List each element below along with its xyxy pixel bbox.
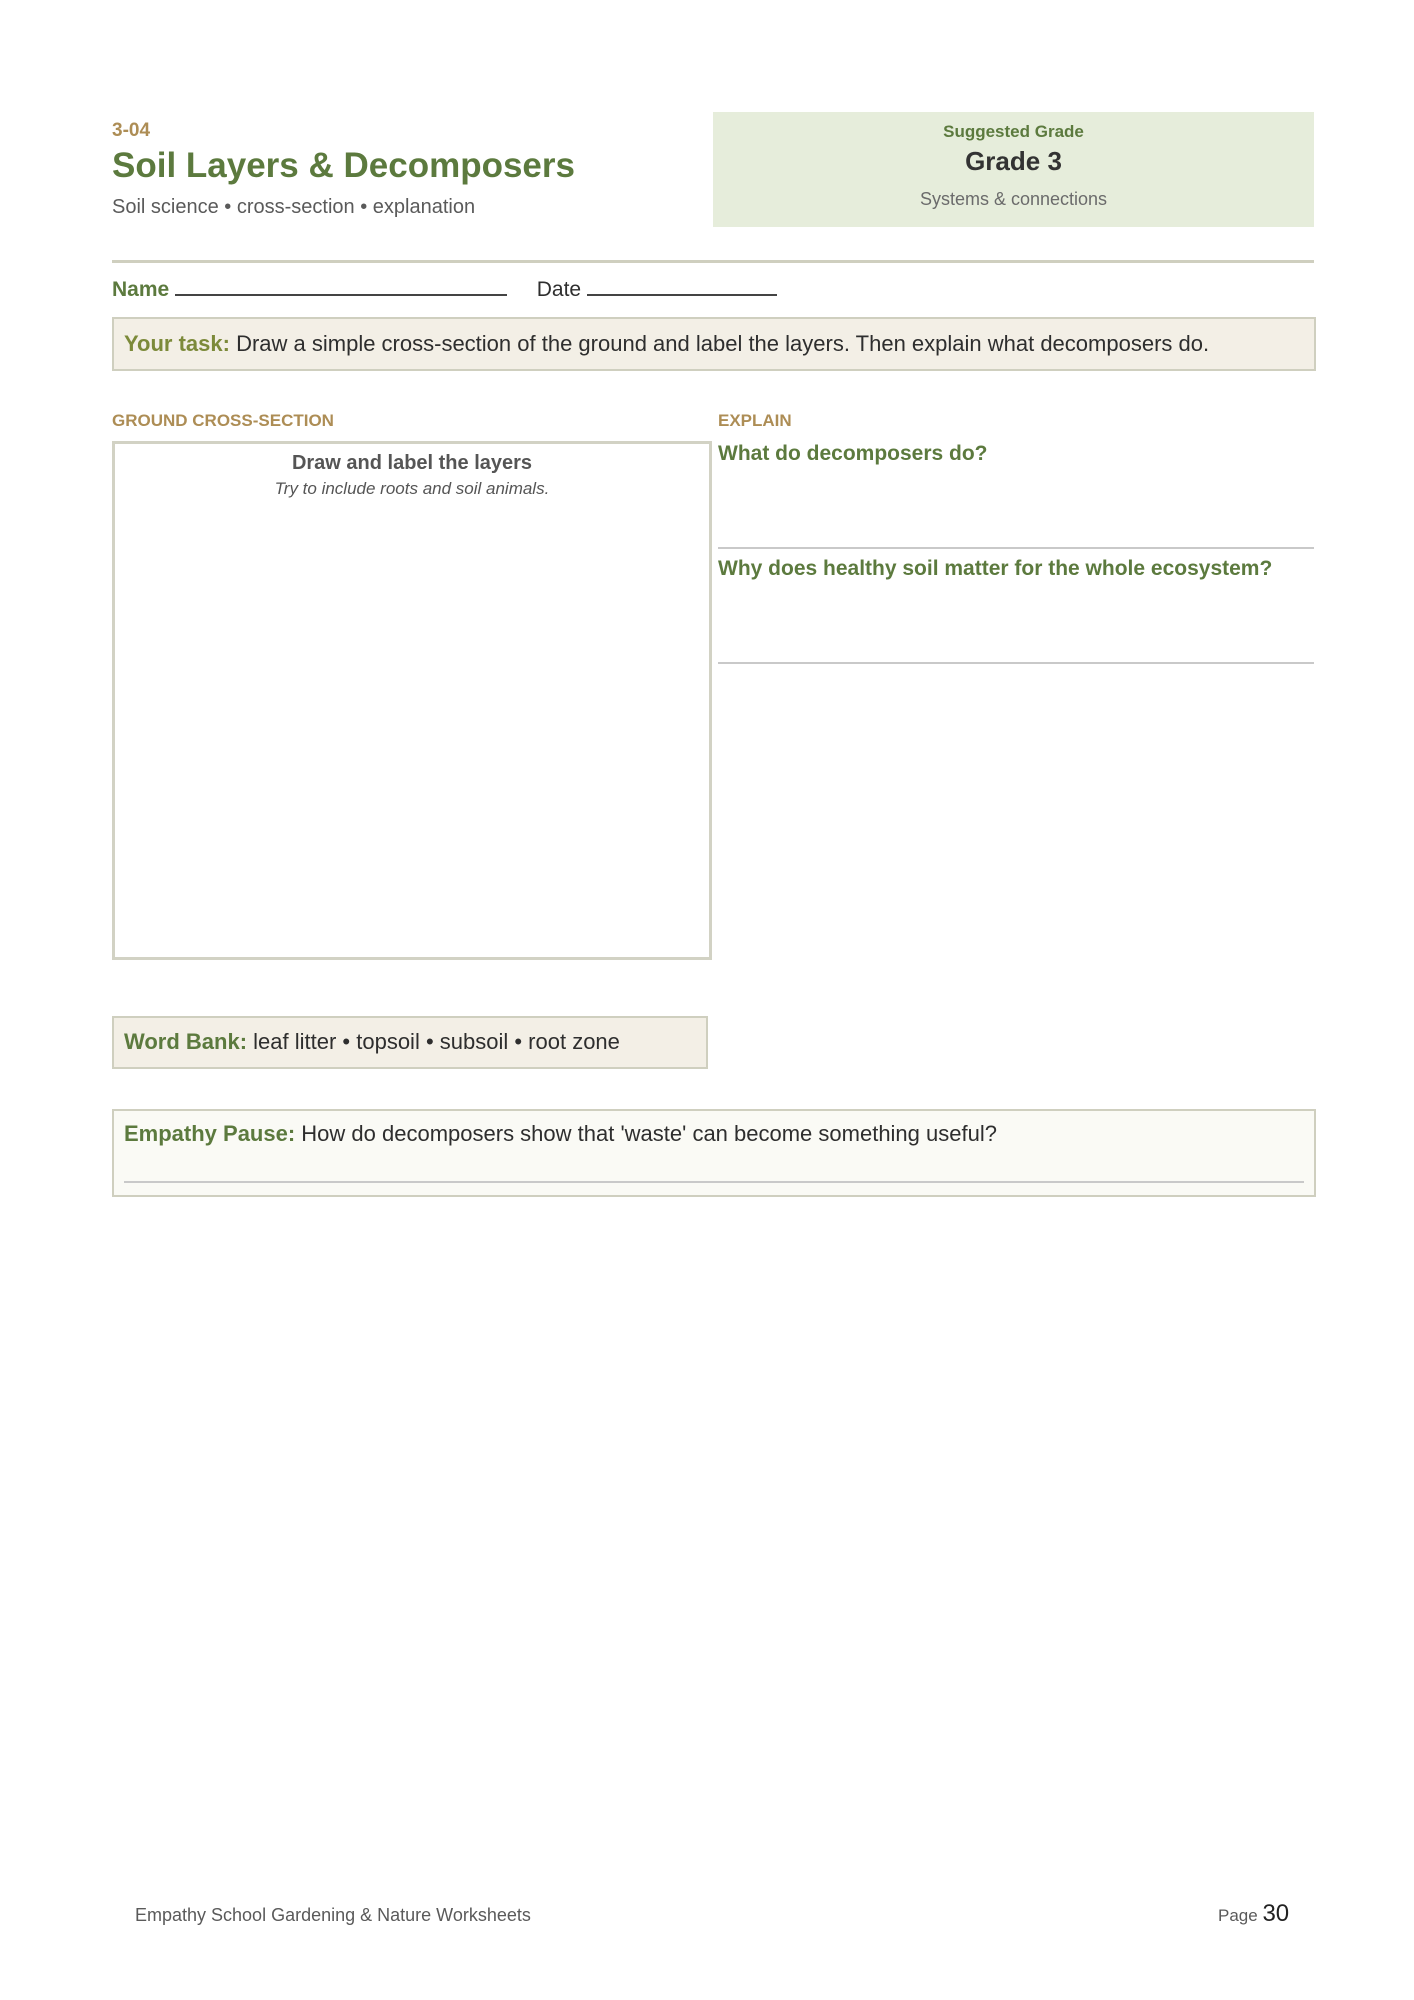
- header-divider: [112, 260, 1314, 263]
- answer-line-decomposers[interactable]: [718, 547, 1314, 549]
- page-subtitle: Soil science • cross-section • explanation: [112, 196, 476, 218]
- name-field[interactable]: [175, 278, 507, 296]
- question-decomposers: What do decomposers do?: [718, 442, 988, 465]
- empathy-pause-text: [124, 1121, 997, 1147]
- word-bank-words: leaf litter • topsoil • subsoil • root zone: [253, 1029, 620, 1054]
- page-number: [1218, 1900, 1289, 1928]
- worksheet-code: 3-04: [112, 120, 151, 141]
- empathy-pause-box: [112, 1109, 1316, 1197]
- word-bank-label: Word Bank:: [124, 1029, 248, 1054]
- word-bank: [112, 1016, 708, 1069]
- date-field[interactable]: [587, 278, 777, 296]
- task-box: [112, 317, 1316, 371]
- task-instructions: Draw a simple cross-section of the ground and label the layers. Then explain what decomposers do.: [236, 331, 1210, 356]
- task-text: [124, 331, 1209, 357]
- date-label: Date: [536, 278, 582, 301]
- explain-label: EXPLAIN: [718, 411, 792, 430]
- task-label: Your task:: [124, 331, 230, 356]
- name-label: Name: [112, 278, 170, 301]
- drawing-area[interactable]: [112, 441, 712, 960]
- footer-series-title: Empathy School Gardening & Nature Worksheets: [135, 1905, 531, 1925]
- word-bank-text: [124, 1029, 620, 1055]
- page-title: Soil Layers & Decomposers: [112, 146, 575, 185]
- empathy-answer-line[interactable]: [124, 1181, 1304, 1183]
- empathy-pause-prompt: How do decomposers show that 'waste' can become something useful?: [301, 1121, 997, 1146]
- page-label: Page: [1218, 1906, 1258, 1925]
- empathy-pause-label: Empathy Pause:: [124, 1121, 296, 1146]
- grade-theme: Systems & connections: [919, 189, 1108, 209]
- page-number-value: 30: [1262, 1900, 1290, 1927]
- name-date-row: [112, 278, 777, 302]
- drawing-area-hint: Try to include roots and soil animals.: [274, 479, 550, 498]
- grade-value: Grade 3: [965, 146, 1062, 176]
- suggested-grade-label: Suggested Grade: [943, 122, 1084, 141]
- drawing-area-title: Draw and label the layers: [291, 452, 533, 474]
- cross-section-label: GROUND CROSS-SECTION: [112, 411, 334, 430]
- question-healthy-soil: Why does healthy soil matter for the whole ecosystem?: [718, 557, 1273, 580]
- suggested-grade-box: [713, 112, 1314, 227]
- answer-line-healthy-soil[interactable]: [718, 662, 1314, 664]
